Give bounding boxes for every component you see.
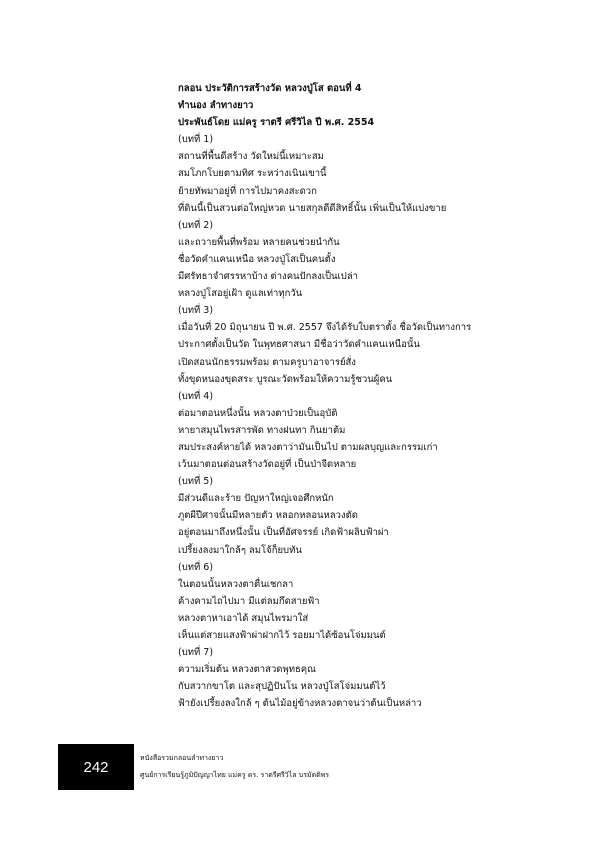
poem-line: ภูตผีปีศาจนั้นมีหลายตัว หลอกหลอนหลวงตัด: [178, 510, 358, 522]
footer-center-name: ศูนย์การเรียนรู้ภูมิปัญญาไทย แม่ครู ดร. ราตรีศรีวิไล บรมัตติพร: [140, 771, 330, 779]
poem-line: ในตอนนั้นหลวงตาตื่นเชกลา: [178, 578, 294, 590]
heading-line: กลอน ประวัติการสร้างวัด หลวงปู่โส ตอนที่ 4: [178, 83, 362, 94]
poem-line: และถวายพื้นที่พร้อม หลายคนช่วยนำกัน: [178, 236, 340, 248]
poem-line: อยู่ตอนมาถึงหนึ่งนั้น เป็นที่อัศจรรย์ เกิดฟ้าผลิบฟ้าผ่า: [178, 527, 389, 539]
poem-line: ค้างคามไถไปมา มีแต่ลมกึดสายฟ้า: [178, 595, 320, 607]
poem-line: เว้นมาตอนต่อนสร้างวัดอยู่ที่ เป็นป่าจีดหลาย: [178, 459, 357, 471]
poem-line: หลวงตาหาเอาได้ สมุนไพรมาใส่: [178, 612, 309, 624]
page-footer: [58, 744, 578, 790]
poem-line: ทั้งขุดหนองขุดสระ บูรณะวัดพร้อมให้ความรู้ชวนผู้คน: [178, 373, 393, 385]
poem-line: เห็นแต่สายแสงฟ้าผ่าฝากไว้ รอยมาได้ซ้อนโจ่มมนต์: [178, 630, 386, 641]
poem-line: ย้ายทัพมาอยู่ที่ การไปมาคงสะดวก: [178, 185, 317, 197]
footer-book-title: หนังสือรวมกลอนลำทางยาว: [140, 754, 224, 762]
poem-line: (บทที่ 3): [178, 305, 214, 317]
poem-line: เปรี้ยงลงมาใกล้ๆ ลมโจ้ก็ยบทัน: [178, 544, 302, 556]
poem-line: กับสวากขาโต และสุปฏิปันโน หลวงปู่โสโจ่มมนต์ไว้: [178, 681, 386, 693]
footer-caption: [140, 750, 329, 784]
poem-line: มีศรัทธาจำศรรหาบ้าง ต่างคนปักลงเป็นเปล่า: [178, 271, 358, 283]
heading-line: ประพันธ์โดย แม่ครู ราตรี ศรีวิไล ปี พ.ศ. 2554: [178, 117, 375, 129]
poem-line: สถานที่พื้นดีสร้าง วัดใหม่นี้เหมาะสม: [178, 151, 324, 163]
poem-line: ต่อมาตอนหนึ่งนั้น หลวงตาป่วยเป็นอุบัติ: [178, 407, 338, 419]
poem-line: มีส่วนดีและร้าย ปัญหาใหญ่เจอศึกหนัก: [178, 493, 334, 505]
poem-line: สมโภกโบยตามทิศ ระหว่างเนินเขานี้: [178, 168, 327, 180]
poem-line: เมื่อวันที่ 20 มิถุนายน ปี พ.ศ. 2557 จึงได้รับใบตราตั้ง ชื่อวัดเป็นทางการ: [178, 322, 472, 334]
poem-line: ความเริ่มต้น หลวงตาสวดพุทธคุณ: [178, 664, 316, 676]
heading-line: ทำนอง ลำทางยาว: [178, 100, 254, 112]
poem-line: หายาสมุนไพรสารพัด ทางฝนทา กินยาต้ม: [178, 424, 346, 436]
poem-line: เปิดสอนนักธรรมพร้อม ตามครูบาอาจารย์สั่ง: [178, 356, 356, 368]
poem-line: ที่ดินนี้เป็นสวนต่อใหญ่หวด นายสกุลดีดีสิทธิ์นั้น เพิ่นเป็นให้แบ่งขาย: [178, 202, 447, 214]
poem-line: ฟ้ายังเปรี้ยงลงใกล้ ๆ ต้นไม้อยู่ข้างหลวงตาจนว่าต้นเป็นหล่าว: [178, 698, 422, 710]
poem-line: (บทที่ 2): [178, 219, 214, 231]
poem-line: หลวงปู่โสอยู่เฝ้า ดูแลเท่าทุกวัน: [178, 288, 303, 300]
poem-line: สมประสงค์หายได้ หลวงตาว่ามันเป็นไป ตามผลบุญและกรรมเก่า: [178, 441, 438, 453]
poem-line: ชื่อวัดคำแคนเหนือ หลวงปู่โสเป็นคนตั้ง: [178, 253, 336, 265]
page-number: 242: [58, 744, 134, 790]
poem-body: [178, 80, 578, 712]
poem-line: ประกาศตั้งเป็นวัด ในพุทธศาสนา มีชื่อว่าวัดคำแคนเหนือนั้น: [178, 339, 420, 351]
poem-line: (บทที่ 5): [178, 476, 214, 488]
poem-line: (บทที่ 1): [178, 134, 214, 146]
poem-line: (บทที่ 6): [178, 561, 214, 573]
poem-line: (บทที่ 4): [178, 390, 214, 402]
poem-line: (บทที่ 7): [178, 647, 214, 659]
